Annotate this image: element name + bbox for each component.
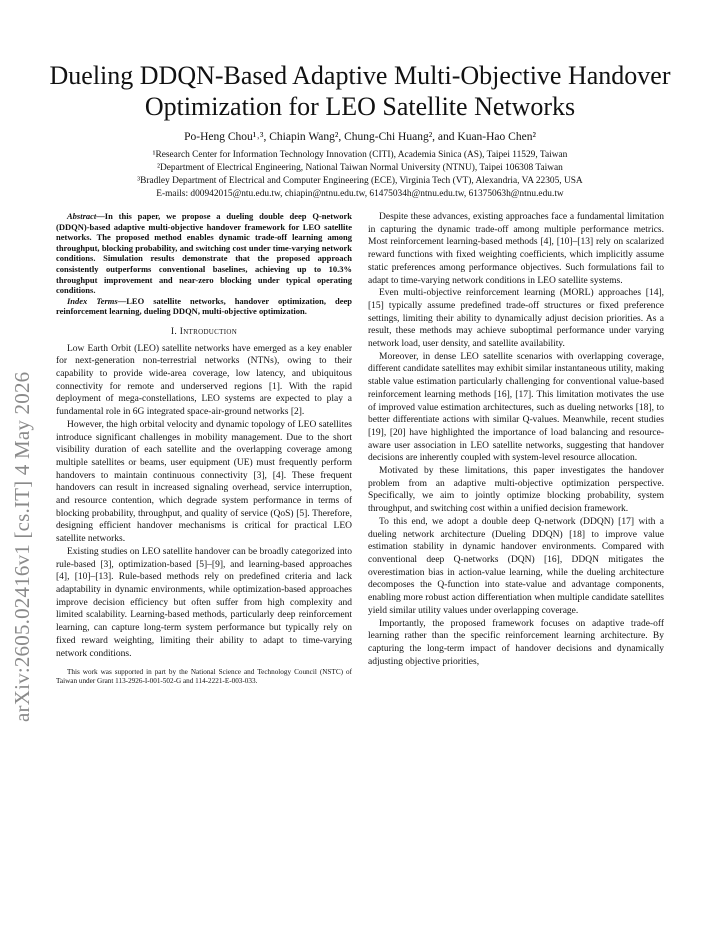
paragraph: Despite these advances, existing approaches face a fundamental limitation in capturing the dynamic trade-off among multiple performance metrics. Most reinforcement learning-based methods [4], [10]–[13] rely on scalarized reward functions with fixed weighting coefficients, which implicitly assume static preferences among performance objectives. Such formulations fail to adapt to time-varying network conditions in LEO satellite systems.: [368, 212, 664, 286]
left-column: [56, 211, 352, 686]
author-list: Po-Heng Chou¹˒³, Chiapin Wang², Chung-Chi Huang², and Kuan-Hao Chen²: [184, 131, 536, 143]
emails: E-mails: d00942015@ntu.edu.tw, chiapin@ntnu.edu.tw, 61475034h@ntnu.edu.tw, 61375063h@ntnu.edu.tw: [156, 189, 564, 199]
paragraph: To this end, we adopt a double deep Q-network (DDQN) [17] with a dueling network architecture (Dueling DDQN) [18] to improve value estimation stability in dynamic handover environments. Compared with conventional deep Q-networks (DQN) [16], DDQN mitigates the overestimation bias in action-value learning, while the dueling architecture decomposes the Q-function into state-value and advantage components, enabling more robust action differentiation when multiple candidate satellites yield similar utility values under overlapping coverage.: [368, 516, 664, 616]
affiliation-1: ¹Research Center for Information Technology Innovation (CITI), Academia Sinica (AS), Taipei 11529, Taiwan: [152, 150, 568, 160]
index-terms-text: —LEO satellite networks, handover optimization, deep reinforcement learning, dueling DDQN, multi-objective optimization.: [56, 295, 352, 317]
index-terms-label: Index Terms: [67, 295, 118, 306]
paragraph: Even multi-objective reinforcement learning (MORL) approaches [14], [15] typically assume predefined trade-off structures or fixed preference settings, limiting their ability to dynamically adjust decision priorities. As a result, these methods may achieve suboptimal performance under varying network load, user density, and satellite availability.: [368, 288, 664, 350]
paper-title: Dueling DDQN-Based Adaptive Multi-Objective Handover Optimization for LEO Satellite Networks: [49, 61, 671, 121]
footnote: This work was supported in part by the National Science and Technology Council (NSTC) of Taiwan under Grant 113-2926-I-001-502-G and 114-2221-E-003-033.: [56, 668, 352, 686]
affiliations: [40, 149, 680, 201]
affiliation-3: ³Bradley Department of Electrical and Computer Engineering (ECE), Virginia Tech (VT), Alexandria, VA 22305, USA: [137, 176, 583, 186]
abstract-label: Abstract: [67, 211, 97, 221]
abstract-text: —In this paper, we propose a dueling double deep Q-network (DDQN)-based adaptive multi-objective handover framework for LEO satellite networks. The proposed method enables dynamic trade-off learning among throughput, blocking probability, and switching cost under time-varying network conditions. Simulation results demonstrate that the proposed approach consistently outperforms conventional baselines, achieving up to 10.3% throughput improvement and near-zero blocking under typical operating conditions.: [56, 211, 352, 296]
section-heading: I. Introduction: [170, 326, 238, 337]
paragraph: Motivated by these limitations, this paper investigates the handover problem from an adaptive multi-objective optimization perspective. Specifically, we aim to jointly optimize blocking probability, system throughput, and switching cost within a unified decision framework.: [368, 466, 664, 515]
paragraph: However, the high orbital velocity and dynamic topology of LEO satellites introduce significant challenges in mobility management. Due to the short visibility duration of each satellite and the overlapping coverage among multiple satellites or beams, user equipment (UE) must frequently perform handovers to maintain continuous connectivity [3], [4]. These frequent handovers can result in increased signaling overhead, service interruption, and resource contention, which degrade system performance in terms of blocking probability, throughput, and quality of service (QoS) [5]. Therefore, designing efficient handover mechanisms is critical for practical LEO satellite networks.: [56, 419, 352, 545]
index-terms: [56, 296, 352, 317]
paragraph: Low Earth Orbit (LEO) satellite networks have emerged as a key enabler for next-generation non-terrestrial networks (NTNs), owing to their capability to provide wide-area coverage, low latency, and ubiquitous connectivity for remote and underserved regions [1]. With the rapid deployment of mega-constellations, LEO systems are expected to play a fundamental role in 6G integrated space-air-ground networks [2].: [56, 343, 352, 418]
abstract: [56, 211, 352, 296]
right-column: [368, 211, 664, 668]
paragraph: Existing studies on LEO satellite handover can be broadly categorized into rule-based [3], optimization-based [5]–[9], and learning-based approaches [4], [10]–[13]. Rule-based methods rely on predefined criteria and lack adaptability in dynamic environments, while optimization-based approaches improve decision efficiency but often suffer from high complexity and limited scalability. Learning-based methods, particularly deep reinforcement learning, can capture long-term system performance but typically rely on fixed reward weighting, limiting their ability to adapt to time-varying network conditions.: [56, 546, 352, 659]
arxiv-side-label: arXiv:2605.02416v1 [cs.IT] 4 May 2026: [10, 371, 34, 722]
affiliation-2: ²Department of Electrical Engineering, National Taiwan Normal University (NTNU), Taipei 106308 Taiwan: [157, 163, 563, 173]
paragraph: Importantly, the proposed framework focuses on adaptive trade-off learning rather than the specific reinforcement learning architecture. By capturing the long-term impact of handover decisions and dynamically adjusting objective priorities,: [368, 618, 664, 667]
paragraph: Moreover, in dense LEO satellite scenarios with overlapping coverage, different candidate satellites may exhibit similar instantaneous utility, making stable value estimation particularly challenging for conventional value-based reinforcement learning methods [16], [17]. This limitation motivates the use of improved value estimation architectures, such as dueling networks [18], to better differentiate actions with similar Q-values. Meanwhile, recent studies [19], [20] have highlighted the importance of load balancing and resource-aware user association in LEO satellite networks, suggesting that handover decisions are inherently coupled with system-level resource allocation.: [368, 351, 664, 464]
